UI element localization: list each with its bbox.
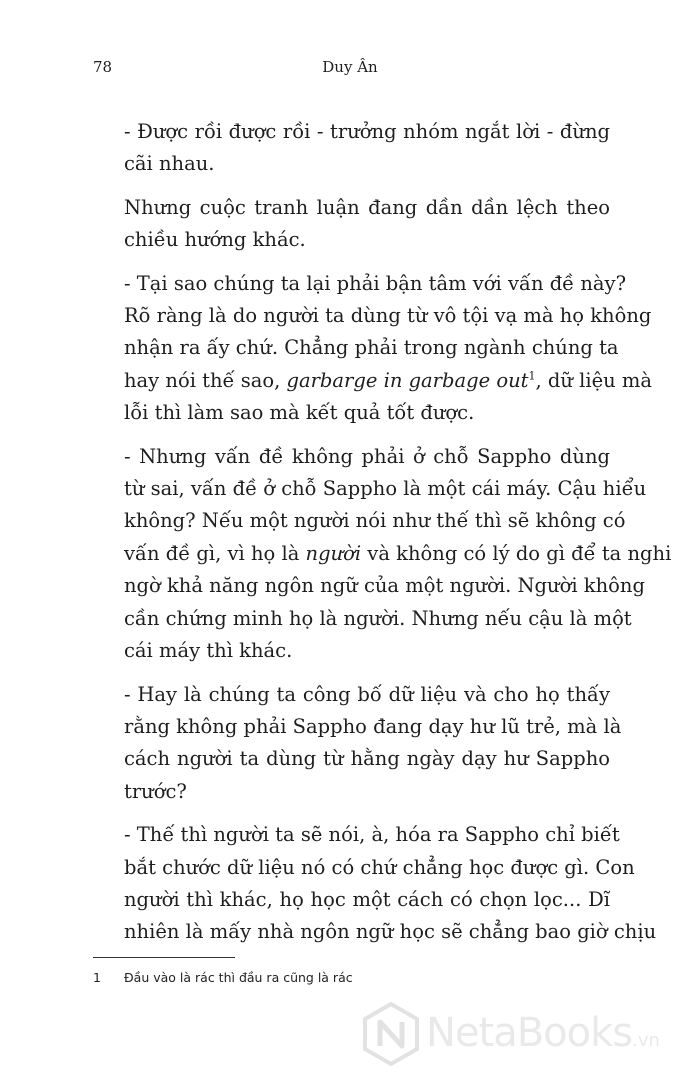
watermark-brand: NetaBooks	[426, 1010, 633, 1056]
page-header	[0, 58, 700, 82]
text-line: nhiên là mấy nhà ngôn ngữ học sẽ chẳng bao giờ chịu	[124, 920, 657, 944]
watermark-suffix: .vn	[632, 1030, 660, 1051]
text-line: - Nhưng vấn đề không phải ở chỗ Sappho dùng	[124, 444, 610, 468]
watermark-text	[426, 1010, 660, 1056]
text-line: bắt chước dữ liệu nó có chứ chẳng học được gì. Con	[124, 855, 635, 879]
text-fragment: vấn đề gì, vì họ là	[124, 541, 306, 565]
text-line: Rõ ràng là do người ta dùng từ vô tội vạ mà họ không	[124, 304, 652, 328]
text-line: - Được rồi được rồi - trưởng nhóm ngắt lời - đừng	[124, 120, 610, 143]
text-line: ngờ khả năng ngôn ngữ của một người. Người không	[124, 574, 645, 598]
footnote-marker: 1	[528, 369, 536, 383]
text-line: từ sai, vấn đề ở chỗ Sappho là một cái máy. Cậu hiểu	[124, 477, 647, 501]
paragraph-1	[124, 116, 610, 181]
italic-word: người	[305, 541, 362, 565]
paragraph-5	[124, 679, 622, 809]
text-line: - Thế thì người ta sẽ nói, à, hóa ra Sappho chỉ biết	[124, 823, 620, 847]
netabooks-logo-icon	[362, 1002, 420, 1066]
footnote-text: Đầu vào là rác thì đầu ra cũng là rác	[124, 970, 353, 985]
text-line-with-footnote	[124, 365, 653, 397]
text-line-with-italic	[124, 538, 672, 570]
text-line: Nhưng cuộc tranh luận đang dần dần lệch theo	[124, 195, 610, 219]
paragraph-6	[124, 819, 657, 949]
text-fragment: và không có lý do gì để ta nghi	[361, 541, 672, 565]
italic-phrase: garbarge in garbage out	[286, 368, 529, 392]
text-line: không? Nếu một người nói như thế thì sẽ không có	[124, 509, 626, 533]
footnote-divider	[93, 957, 235, 958]
text-line: cách người ta dùng từ hằng ngày dạy hư Sappho	[124, 747, 610, 771]
paragraph-3	[124, 268, 653, 430]
text-line: cần chứng minh họ là người. Nhưng nếu cậu là một	[124, 606, 632, 630]
watermark	[362, 1002, 692, 1066]
page-number: 78	[93, 58, 113, 76]
body-text	[124, 116, 672, 960]
paragraph-2	[124, 192, 610, 257]
text-line: cãi nhau.	[124, 152, 215, 176]
text-line: rằng không phải Sappho đang dạy hư lũ trẻ, mà là	[124, 714, 622, 738]
paragraph-4	[124, 441, 672, 668]
text-line: người thì khác, họ học một cách có chọn lọc... Dĩ	[124, 887, 610, 911]
text-line: - Tại sao chúng ta lại phải bận tâm với vấn đề này?	[124, 271, 627, 295]
text-line: nhận ra ấy chứ. Chẳng phải trong ngành chúng ta	[124, 336, 619, 360]
footnote	[93, 970, 353, 985]
text-line: chiều hướng khác.	[124, 228, 306, 252]
text-line: lỗi thì làm sao mà kết quả tốt được.	[124, 401, 475, 425]
text-fragment: , dữ liệu mà	[535, 368, 653, 392]
text-line: trước?	[124, 779, 187, 803]
text-fragment: hay nói thế sao,	[124, 368, 287, 392]
text-line: cái máy thì khác.	[124, 639, 293, 663]
running-title: Duy Ân	[322, 58, 378, 76]
footnote-number: 1	[93, 970, 101, 985]
text-line: - Hay là chúng ta công bố dữ liệu và cho họ thấy	[124, 682, 610, 706]
